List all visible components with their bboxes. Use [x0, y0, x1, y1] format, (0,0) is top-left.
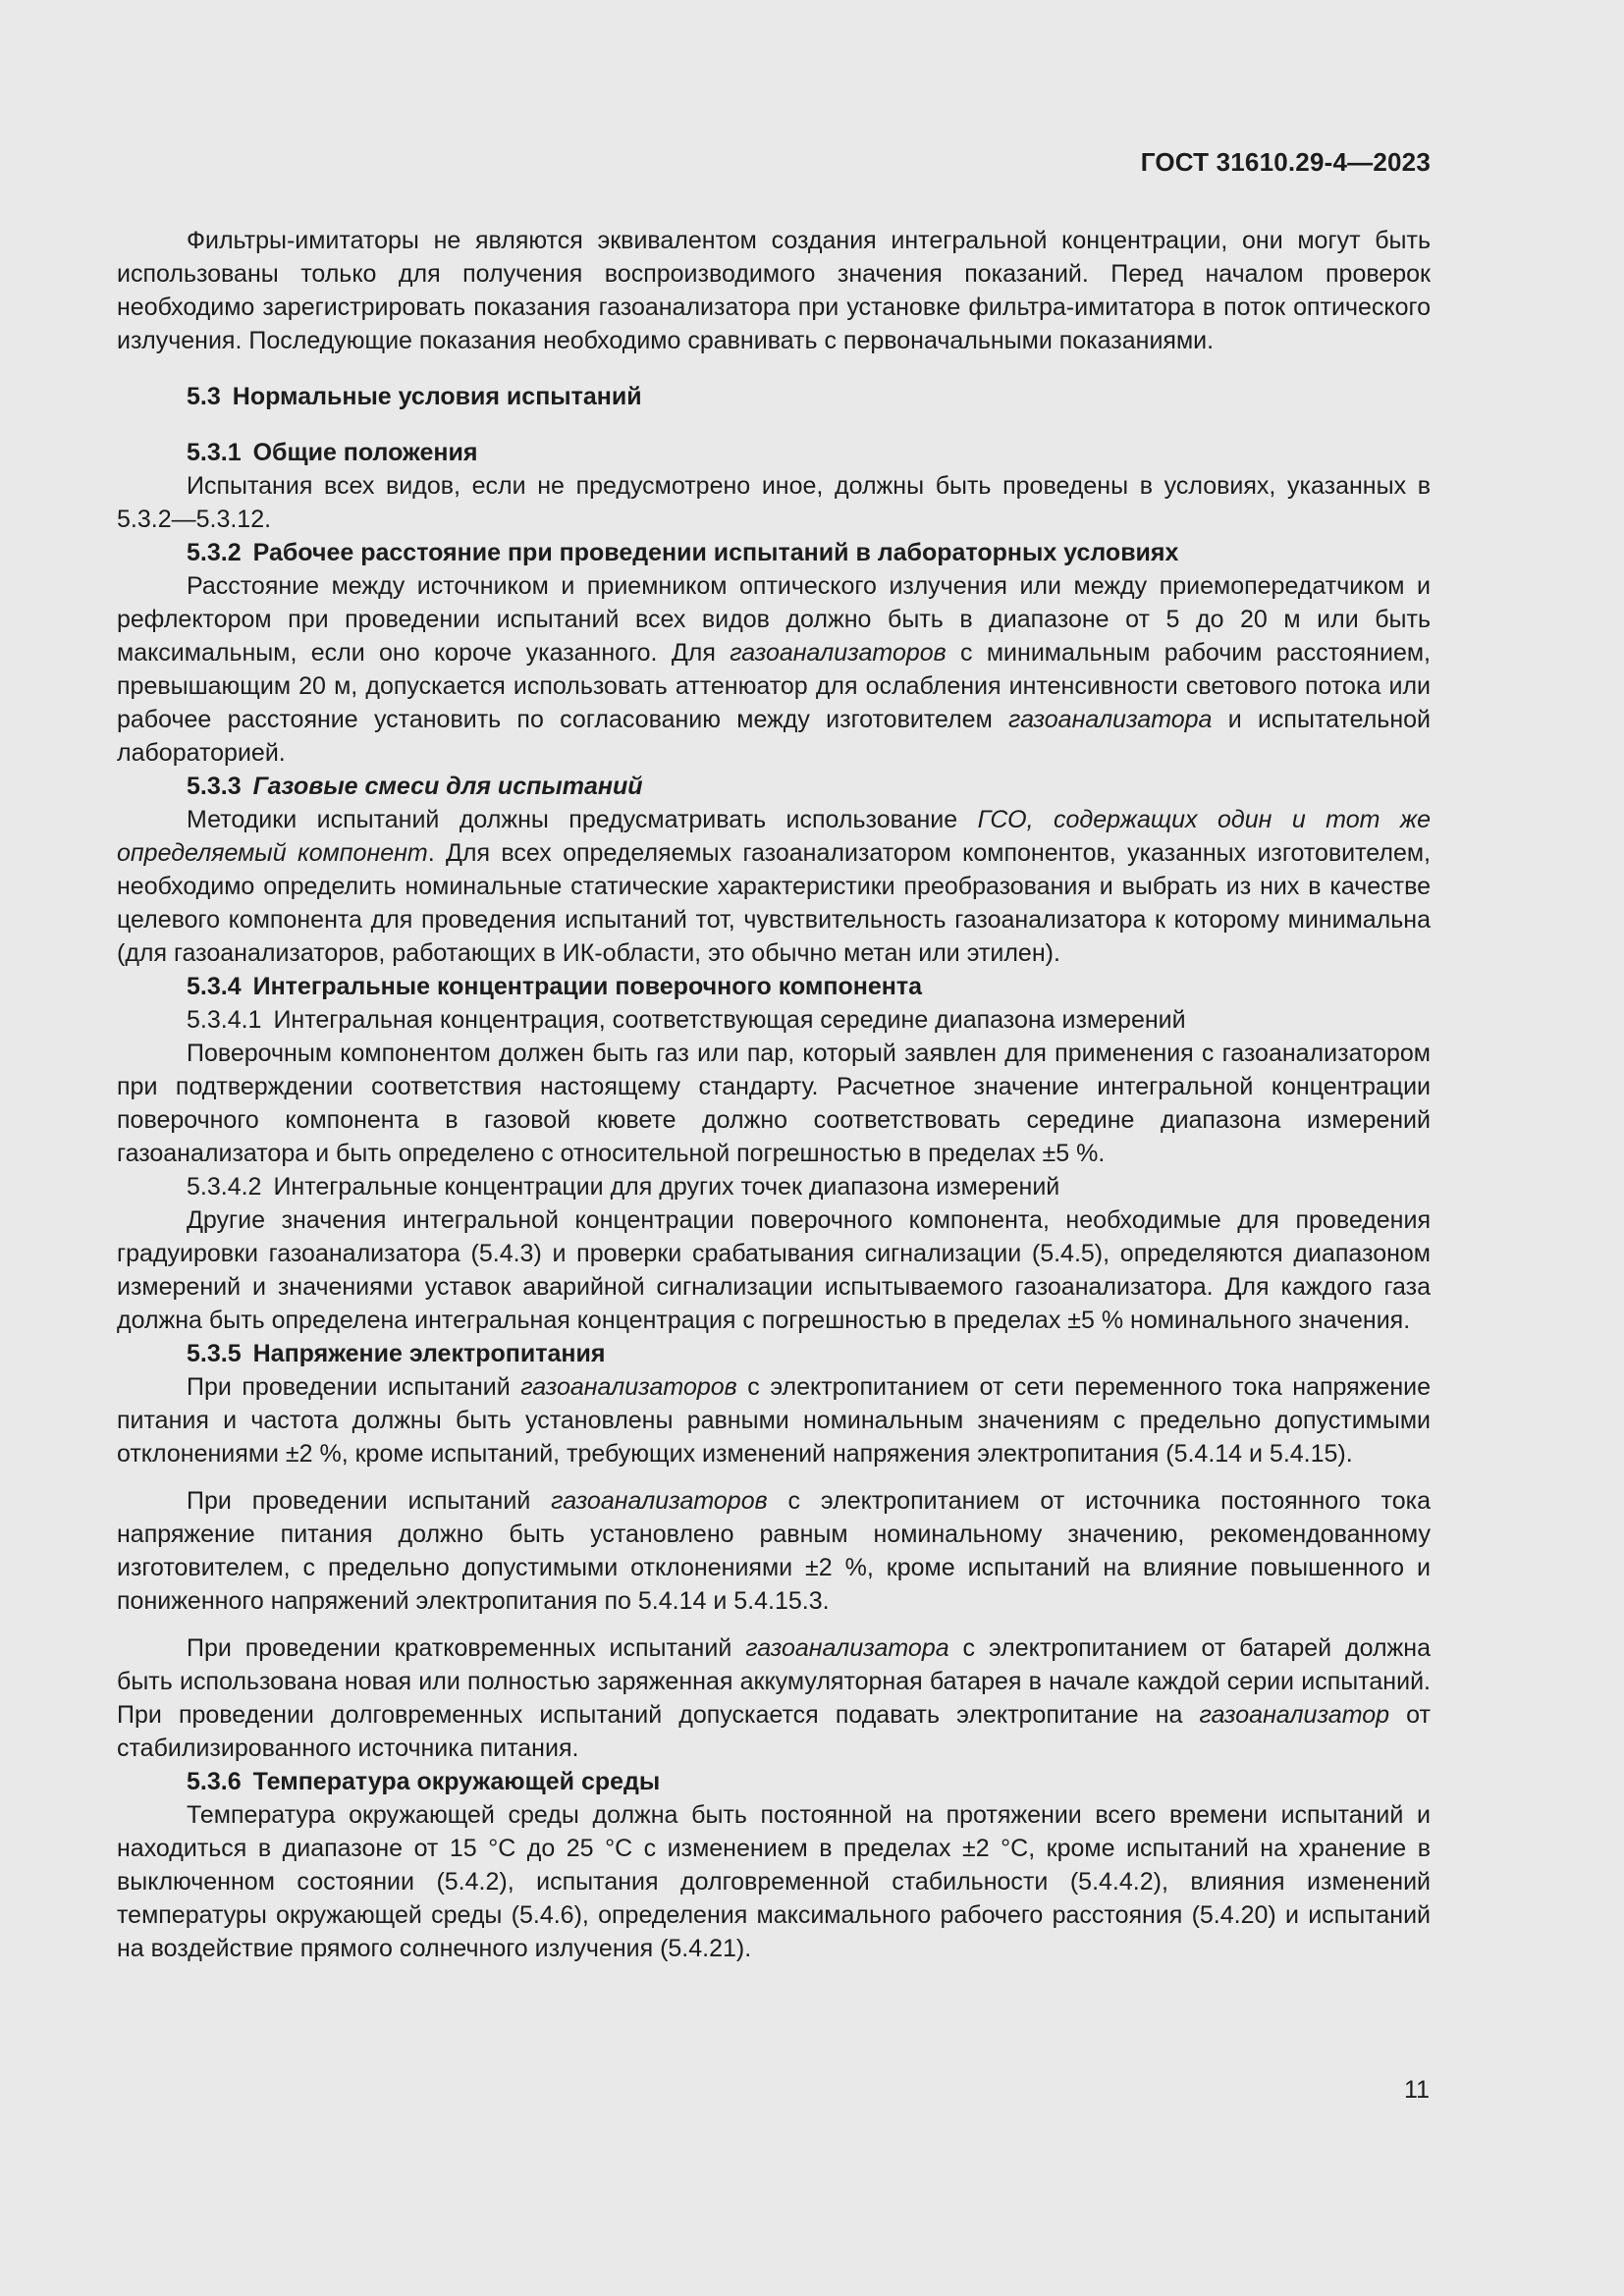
- heading-5-3: [117, 380, 1431, 413]
- section-title: Интегральные концентрации поверочного компонента: [252, 973, 923, 1000]
- paragraph-5-3-3: [117, 803, 1431, 970]
- italic-term: газоанализатор: [1199, 1701, 1390, 1729]
- text-run: При проведении испытаний: [187, 1373, 521, 1401]
- section-number: 5.3.5: [187, 1340, 242, 1367]
- heading-5-3-6: [117, 1765, 1431, 1798]
- paragraph-intro: Фильтры-имитаторы не являются эквивалентом создания интегральной концентрации, они могут быть использованы только для получения воспроизводимого значения показаний. Перед началом проверок необходимо зарегистрировать показания газоанализатора при установке фильтра-имитатора в поток оптического излучения. Последующие показания необходимо сравнивать с первоначальными показаниями.: [117, 227, 1431, 354]
- section-title: Температура окружающей среды: [252, 1768, 661, 1795]
- paragraph-5-3-1: Испытания всех видов, если не предусмотрено иное, должны быть проведены в условиях, указанных в 5.3.2—5.3.12.: [117, 472, 1431, 533]
- section-number: 5.3.6: [187, 1768, 242, 1795]
- text-run: Методики испытаний должны предусматривать использование: [187, 806, 978, 833]
- section-number: 5.3.2: [187, 539, 242, 566]
- heading-5-3-2: [117, 536, 1431, 569]
- section-title: Газовые смеси для испытаний: [252, 773, 643, 800]
- italic-term: газоанализатора: [1008, 706, 1213, 733]
- paragraph-5-3-5-c: [117, 1631, 1431, 1765]
- text-run: с электропитанием от сети переменного тока напряжение питания и частота должны быть установлены равными номинальным значениям с предельно допустимыми отклонениями ±2 %, кроме испытаний, требующих изменений напряжения электропитания (5.4.14 и 5.4.15).: [117, 1373, 1431, 1468]
- section-number: 5.3: [187, 383, 221, 410]
- section-title: Рабочее расстояние при проведении испытаний в лабораторных условиях: [252, 539, 1179, 566]
- italic-term: ГСО, содержащих один и тот же определяемый компонент: [117, 806, 1431, 867]
- section-title: Общие положения: [252, 439, 478, 466]
- section-number: 5.3.3: [187, 773, 242, 800]
- section-number: 5.3.4: [187, 973, 242, 1000]
- text-run: с минимальным рабочим расстоянием, превышающим 20 м, допускается использовать аттенюатор для ослабления интенсивности светового потока или рабочее расстояние установить по согласованию между изготовителем: [117, 639, 1431, 733]
- heading-5-3-4-2: [117, 1170, 1431, 1203]
- italic-term: газоанализатора: [745, 1634, 949, 1662]
- section-number: 5.3.1: [187, 439, 242, 466]
- section-title: Напряжение электропитания: [252, 1340, 606, 1367]
- italic-term: газоанализаторов: [551, 1487, 768, 1515]
- paragraph-5-3-5-a: [117, 1370, 1431, 1470]
- text-run: и испытательной лабораторией.: [117, 706, 1431, 767]
- paragraph-5-3-4-1: Поверочным компонентом должен быть газ или пар, который заявлен для применения с газоанализатором при подтверждении соответствия настоящему стандарту. Расчетное значение интегральной концентрации поверочного компонента в газовой кювете должно соответствовать середине диапазона измерений газоанализатора и быть определено с относительной погрешностью в пределах ±5 %.: [117, 1040, 1431, 1167]
- paragraph-5-3-6: Температура окружающей среды должна быть постоянной на протяжении всего времени испытаний и находиться в диапазоне от 15 °С до 25 °С с изменением в пределах ±2 °С, кроме испытаний на хранение в выключенном состоянии (5.4.2), испытания долговременной стабильности (5.4.4.2), влияния изменений температуры окружающей среды (5.4.6), определения максимального рабочего расстояния (5.4.20) и испытаний на воздействие прямого солнечного излучения (5.4.21).: [117, 1801, 1431, 1962]
- paragraph-5-3-2: [117, 569, 1431, 770]
- document-body: [117, 224, 1431, 1965]
- section-number: 5.3.4.2: [187, 1173, 262, 1201]
- section-title: Интегральные концентрации для других точек диапазона измерений: [273, 1173, 1060, 1201]
- text-run: от стабилизированного источника питания.: [117, 1701, 1431, 1762]
- section-title: Нормальные условия испытаний: [232, 383, 642, 410]
- heading-5-3-3: [117, 770, 1431, 803]
- heading-5-3-5: [117, 1337, 1431, 1370]
- italic-term: газоанализаторов: [520, 1373, 737, 1401]
- text-run: с электропитанием от источника постоянного тока напряжение питания должно быть установлено равным номинальному значению, рекомендованному изготовителем, с предельно допустимыми отклонениями ±2 %, кроме испытаний на влияние повышенного и пониженного напряжений электропитания по 5.4.14 и 5.4.15.3.: [117, 1487, 1431, 1615]
- page-number: 11: [1404, 2076, 1430, 2104]
- paragraph-5-3-5-b: [117, 1484, 1431, 1618]
- italic-term: газоанализаторов: [730, 639, 947, 667]
- section-number: 5.3.4.1: [187, 1006, 262, 1034]
- text-run: При проведении испытаний: [187, 1487, 552, 1515]
- heading-5-3-1: [117, 436, 1431, 469]
- text-run: При проведении кратковременных испытаний: [187, 1634, 746, 1662]
- text-run: с электропитанием от батарей должна быть использована новая или полностью заряженная аккумуляторная батарея в начале каждой серии испытаний. При проведении долговременных испытаний допускается подавать электропитание на: [117, 1634, 1431, 1729]
- heading-5-3-4: [117, 970, 1431, 1003]
- document-header: ГОСТ 31610.29-4—2023: [1140, 147, 1431, 177]
- paragraph-5-3-4-2: Другие значения интегральной концентрации поверочного компонента, необходимые для проведения градуировки газоанализатора (5.4.3) и проверки срабатывания сигнализации (5.4.5), определяются диапазоном измерений и значениями уставок аварийной сигнализации испытываемого газоанализатора. Для каждого газа должна быть определена интегральная концентрация с погрешностью в пределах ±5 % номинального значения.: [117, 1206, 1431, 1334]
- text-run: Расстояние между источником и приемником оптического излучения или между приемопередатчиком и рефлектором при проведении испытаний всех видов должно быть в диапазоне от 5 до 20 м или быть максимальным, если оно короче указанного. Для: [117, 572, 1431, 667]
- heading-5-3-4-1: [117, 1003, 1431, 1037]
- section-title: Интегральная концентрация, соответствующая середине диапазона измерений: [273, 1006, 1186, 1034]
- text-run: . Для всех определяемых газоанализатором компонентов, указанных изготовителем, необходимо определить номинальные статические характеристики преобразования и выбрать из них в качестве целевого компонента для проведения испытаний тот, чувствительность газоанализатора к которому минимальна (для газоанализаторов, работающих в ИК-области, это обычно метан или этилен).: [117, 839, 1432, 967]
